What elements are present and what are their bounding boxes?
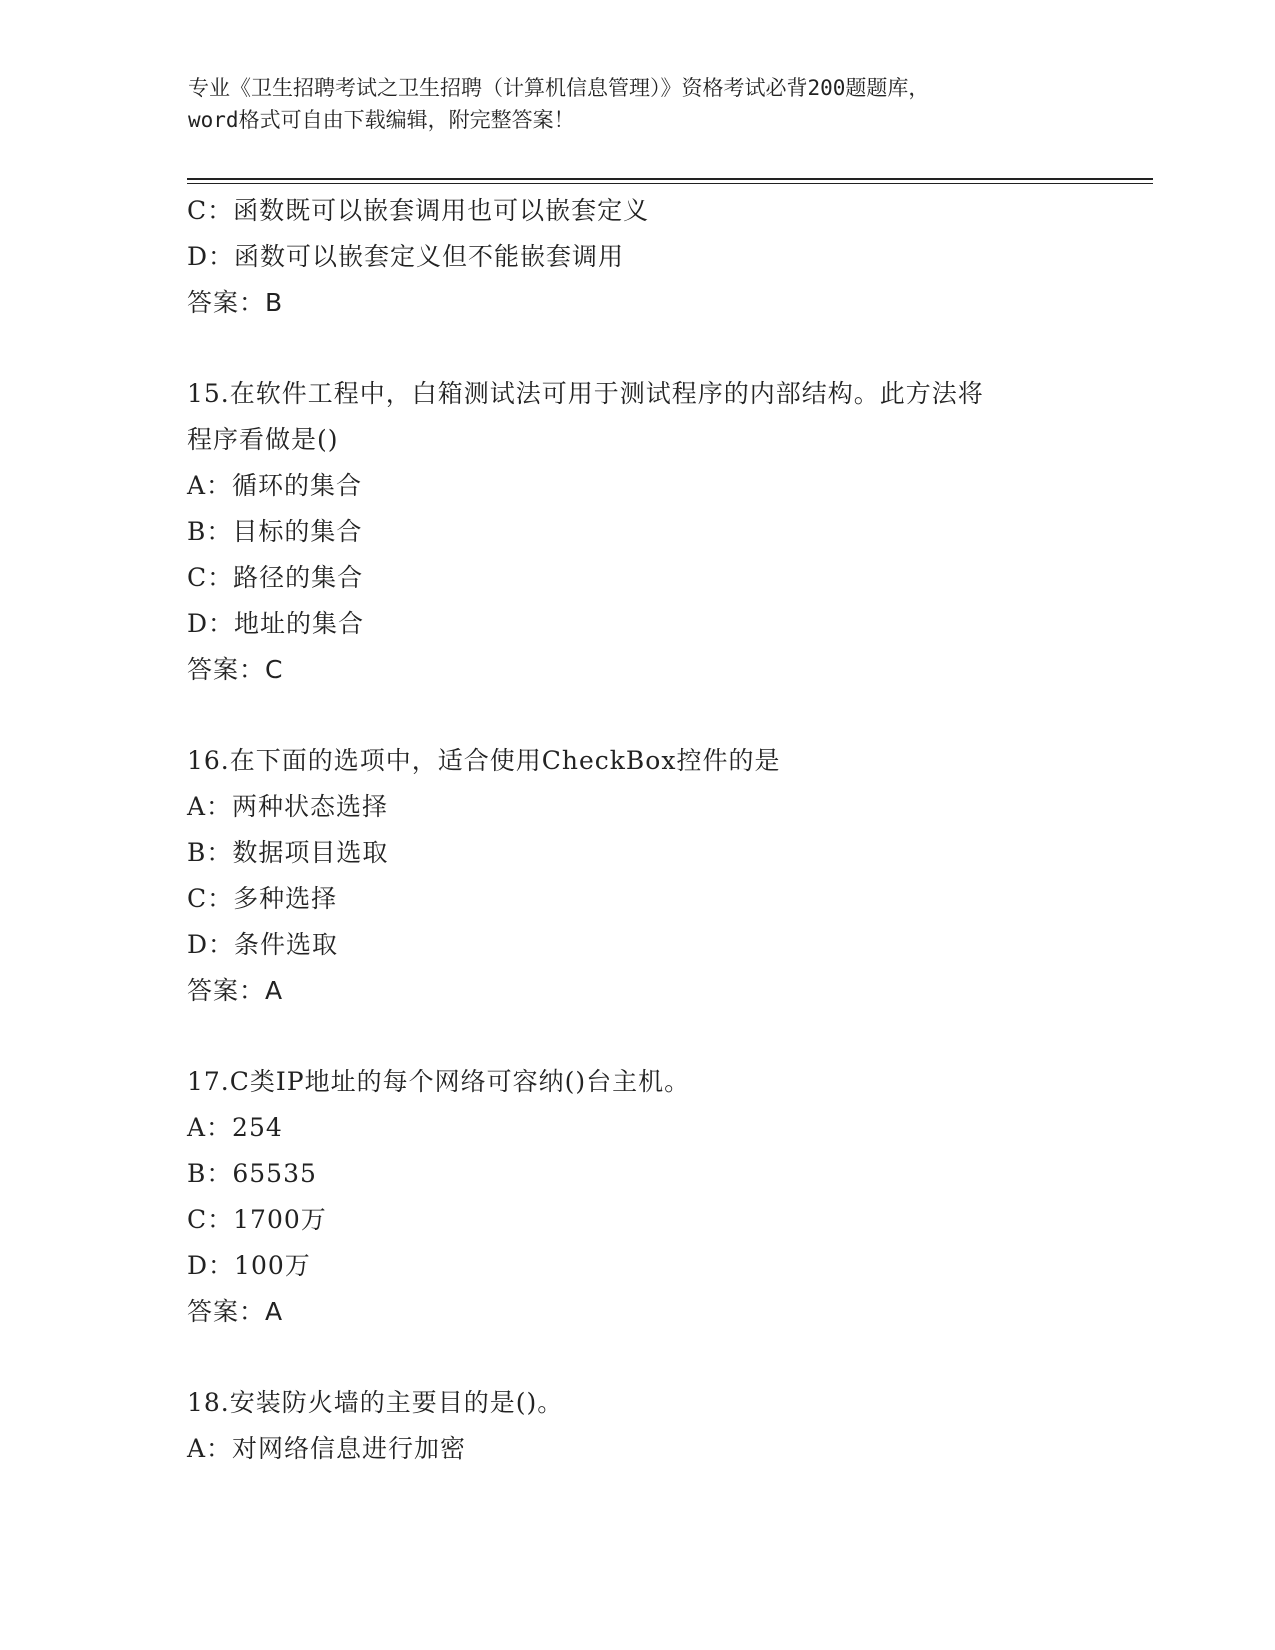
answer: 答案：C — [187, 655, 284, 684]
question-18 — [187, 1380, 1147, 1472]
option-a: A：两种状态选择 — [187, 792, 389, 821]
option-d: D：100万 — [187, 1251, 311, 1280]
answer: 答案：A — [187, 976, 284, 1005]
option-a: A：对网络信息进行加密 — [187, 1434, 467, 1463]
header-rule-thick — [187, 178, 1153, 180]
question-stem-line: 18.安装防火墙的主要目的是()。 — [187, 1388, 564, 1417]
option-c: C：函数既可以嵌套调用也可以嵌套定义 — [187, 196, 650, 225]
header-rule-thin — [187, 183, 1153, 184]
option-c: C：1700万 — [187, 1205, 327, 1234]
question-stem-line: 15.在软件工程中，白箱测试法可用于测试程序的内部结构。此方法将 — [187, 379, 984, 408]
option-b: B：65535 — [187, 1159, 317, 1188]
option-b: B：目标的集合 — [187, 517, 363, 546]
option-b: B：数据项目选取 — [187, 838, 389, 867]
answer: 答案：B — [187, 288, 284, 317]
option-a: A：254 — [187, 1113, 283, 1142]
option-c: C：路径的集合 — [187, 563, 364, 592]
option-d: D：条件选取 — [187, 930, 339, 959]
question-list — [187, 188, 1147, 1472]
document-header — [188, 72, 1088, 136]
question-16 — [187, 738, 1147, 1014]
question-stem-line: 16.在下面的选项中，适合使用CheckBox控件的是 — [187, 746, 781, 775]
header-line-2: word格式可自由下载编辑，附完整答案！ — [188, 108, 575, 132]
question-17 — [187, 1059, 1147, 1335]
option-c: C：多种选择 — [187, 884, 338, 913]
option-a: A：循环的集合 — [187, 471, 363, 500]
option-d: D：函数可以嵌套定义但不能嵌套调用 — [187, 242, 625, 271]
question-15 — [187, 371, 1147, 693]
question-stem-line: 17.C类IP地址的每个网络可容纳()台主机。 — [187, 1067, 691, 1096]
option-d: D：地址的集合 — [187, 609, 365, 638]
previous-question-tail — [187, 188, 1147, 326]
header-line-1: 专业《卫生招聘考试之卫生招聘（计算机信息管理）》资格考试必背200题题库， — [188, 76, 930, 100]
answer: 答案：A — [187, 1297, 284, 1326]
question-stem-line: 程序看做是() — [187, 425, 339, 454]
